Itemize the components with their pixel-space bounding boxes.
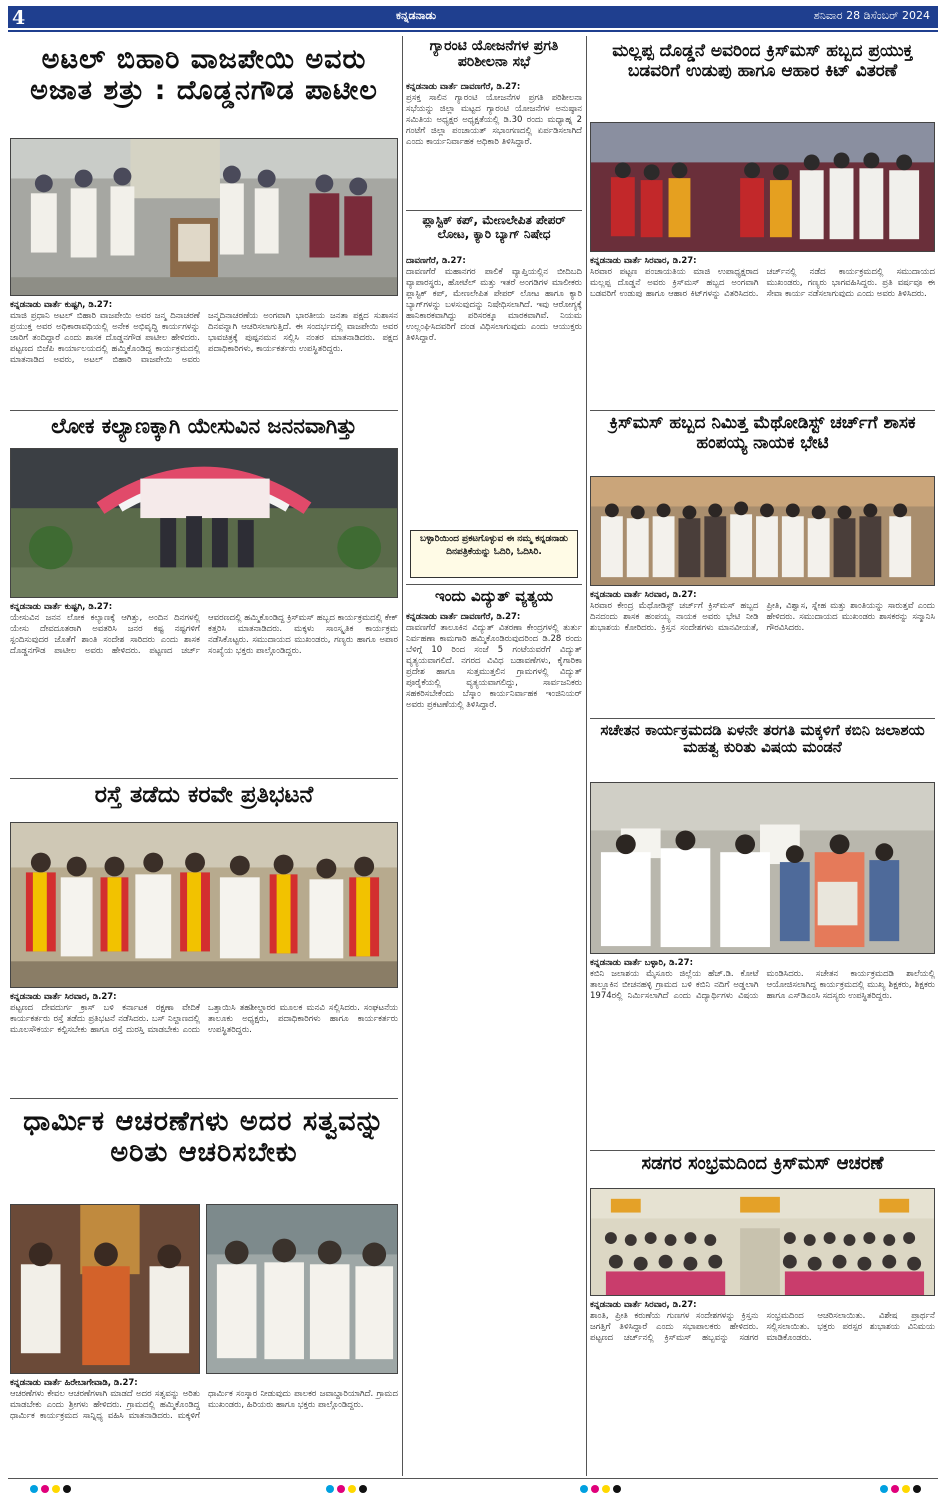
headline: ಮಲ್ಲಪ್ಪ ದೊಡ್ಡನೆ ಅವರಿಂದ ಕ್ರಿಸ್‌ಮಸ್ ಹಬ್ಬದ ಪ್ರಯುಕ್ತ ಬಡವರಿಗೆ ಉಡುಪು ಹಾಗೂ ಆಹಾರ ಕಿಟ್ ವಿತರಣೆ (612, 41, 913, 81)
story-dharmika (10, 1102, 398, 1374)
dateline: ದಾವಣಗೆರೆ, ಡಿ.27: (406, 256, 466, 266)
story-dharmika-text (10, 1378, 398, 1477)
story-power-cut (406, 588, 582, 1483)
headline: ಅಟಲ್ ಬಿಹಾರಿ ವಾಜಪೇಯಿ ಅವರು ಅಜಾತ ಶತ್ರು : ದೊಡ್ಡನಗೌಡ ಪಾಟೀಲ (30, 44, 378, 107)
yellow-dot (52, 1485, 60, 1493)
section-divider (406, 210, 582, 211)
yellow-dot (602, 1485, 610, 1493)
section-divider (590, 718, 935, 719)
headline: ಪ್ಲಾಸ್ಟಿಕ್ ಕಪ್, ಮೇಣಲೇಪಿತ ಪೇಪರ್ ಲೋಟ, ಕ್ಯಾರಿ ಬ್ಯಾಗ್ ನಿಷೇಧ (422, 214, 566, 241)
headline: ಕ್ರಿಸ್‌ಮಸ್ ಹಬ್ಬದ ನಿಮಿತ್ತ ಮೆಥೋಡಿಸ್ಟ್ ಚರ್ಚ್‌ಗೆ ಶಾಸಕ ಹಂಪಯ್ಯ ನಾಯಕ ಭೇಟಿ (609, 414, 916, 453)
headline: ರಸ್ತೆ ತಡೆದು ಕರವೇ ಪ್ರತಿಭಟನೆ (94, 782, 314, 808)
registration-marks (880, 1485, 921, 1493)
issue-date: ಶನಿವಾರ 28 ಡಿಸೆಂಬರ್ 2024 (813, 9, 930, 22)
yellow-dot (902, 1485, 910, 1493)
dateline: ಕನ್ನಡನಾಡು ವಾರ್ತೆ ದಾವಣಗೆರೆ, ಡಿ.27: (406, 612, 521, 622)
dateline: ಕನ್ನಡನಾಡು ವಾರ್ತೆ ಕುಷ್ಟಗಿ, ಡಿ.27: (10, 300, 113, 310)
dateline: ಕನ್ನಡನಾಡು ವಾರ್ತೆ ದಾವಣಗೆರೆ, ಡಿ.27: (406, 82, 521, 92)
dateline: ಕನ್ನಡನಾಡು ವಾರ್ತೆ ಬಳ್ಳಾರಿ, ಡಿ.27: (590, 958, 693, 968)
article-body: ದಾವಣಗೆರೆ ತಾಲೂಕಿನ ವಿದ್ಯುತ್ ವಿತರಣಾ ಕೇಂದ್ರಗಳಲ್ಲಿ ತುರ್ತು ನಿರ್ವಹಣಾ ಕಾಮಗಾರಿ ಹಮ್ಮಿಕೊಂಡಿರುವುದರಿಂದ ಡಿ.28 ರಂದು ಬೆಳಿಗ್ಗೆ 10 ರಿಂದ ಸಂಜೆ 5 ಗಂಟೆಯವರೆಗೆ ವಿದ್ಯುತ್ ವ್ಯತ್ಯಯವಾಗಲಿದೆ. ನಗರದ ವಿವಿಧ ಬಡಾವಣೆಗಳು, ಕೈಗಾರಿಕಾ ಪ್ರದೇಶ ಹಾಗೂ ಸುತ್ತಮುತ್ತಲಿನ ಗ್ರಾಮಗಳಲ್ಲಿ ವಿದ್ಯುತ್ ಪೂರೈಕೆಯಲ್ಲಿ ವ್ಯತ್ಯಯವಾಗಲಿದ್ದು, ಸಾರ್ವಜನಿಕರು ಸಹಕರಿಸಬೇಕೆಂದು ಬೆಸ್ಕಾಂ ಕಾರ್ಯನಿರ್ವಾಹಕ ಇಂಜಿನಿಯರ್ ಅವರು ಪ್ರಕಟಣೆಯಲ್ಲಿ ತಿಳಿಸಿದ್ದಾರೆ. (406, 623, 582, 710)
section-divider (590, 1150, 935, 1151)
magenta-dot (337, 1485, 345, 1493)
black-dot (913, 1485, 921, 1493)
black-dot (359, 1485, 367, 1493)
footer-rule (8, 1478, 938, 1479)
story-karave (10, 782, 398, 1069)
registration-marks (30, 1485, 71, 1493)
page-number: 4 (12, 7, 26, 29)
column-divider (586, 36, 587, 1476)
story-yesu (10, 414, 398, 763)
black-dot (63, 1485, 71, 1493)
headline: ಸಡಗರ ಸಂಭ್ರಮದಿಂದ ಕ್ರಿಸ್‌ಮಸ್ ಆಚರಣೆ (641, 1154, 884, 1174)
masthead-bar (8, 6, 938, 28)
story-atal (10, 38, 398, 393)
yellow-dot (348, 1485, 356, 1493)
section-divider (590, 410, 935, 411)
dateline: ಕನ್ನಡನಾಡು ವಾರ್ತೆ ಸಿರವಾರ, ಡಿ.27: (590, 590, 697, 600)
story-methodist (590, 414, 935, 703)
promo-box: ಬಳ್ಳಾರಿಯಿಂದ ಪ್ರಕಟಗೊಳ್ಳುವ ಈ ನಮ್ಮ ಕನ್ನಡನಾಡು ದಿನಪತ್ರಿಕೆಯನ್ನು ಓದಿರಿ, ಓದಿಸಿರಿ. (410, 530, 578, 578)
photo-students-kabini (590, 782, 935, 954)
column-divider (402, 36, 403, 1476)
headline: ಸಚೇತನ ಕಾರ್ಯಕ್ರಮದಡಿ ಏಳನೇ ತರಗತಿ ಮಕ್ಕಳಿಗೆ ಕಬಿನಿ ಜಲಾಶಯ ಮಹತ್ವ ಕುರಿತು ವಿಷಯ ಮಂಡನೆ (600, 722, 925, 757)
headline: ಧಾರ್ಮಿಕ ಆಚರಣೆಗಳು ಅದರ ಸತ್ವವನ್ನು ಅರಿತು ಆಚರಿಸಬೇಕು (23, 1106, 385, 1169)
article-body: ಶಾಂತಿ, ಪ್ರೀತಿ ಕರುಣೆಯ ಗುಣಗಳ ಸಂದೇಶಗಳನ್ನು ಕ್ರಿಸ್ತನು ಜಗತ್ತಿಗೆ ತಿಳಿಸಿದ್ದಾರೆ ಎಂದು ಸಭಾಪಾಲಕರು ಹೇಳಿದರು. ಪಟ್ಟಣದ ಚರ್ಚ್‌ನಲ್ಲಿ ಕ್ರಿಸ್‌ಮಸ್ ಹಬ್ಬವನ್ನು ಸಡಗರ ಸಂಭ್ರಮದಿಂದ ಆಚರಿಸಲಾಯಿತು. ವಿಶೇಷ ಪ್ರಾರ್ಥನೆ ಸಲ್ಲಿಸಲಾಯಿತು. ಭಕ್ತರು ಪರಸ್ಪರ ಶುಭಾಶಯ ವಿನಿಮಯ ಮಾಡಿಕೊಂಡರು. (590, 1311, 935, 1343)
photo-elders-group (206, 1204, 398, 1374)
headline: ಗ್ಯಾರಂಟಿ ಯೋಜನೆಗಳ ಪ್ರಗತಿ ಪರಿಶೀಲನಾ ಸಭೆ (429, 38, 559, 71)
magenta-dot (41, 1485, 49, 1493)
dateline: ಕನ್ನಡನಾಡು ವಾರ್ತೆ ಸಿರವಾರ, ಡಿ.27: (590, 256, 697, 266)
story-dress-kit (590, 38, 935, 377)
photo-mla-visit (590, 476, 935, 586)
photo-seer-ceremony (10, 1204, 200, 1374)
cyan-dot (880, 1485, 888, 1493)
cyan-dot (30, 1485, 38, 1493)
headline: ಲೋಕ ಕಲ್ಯಾಣಕ್ಕಾಗಿ ಯೇಸುವಿನ ಜನನವಾಗಿತ್ತು (51, 414, 357, 438)
masthead-rule (8, 30, 938, 32)
article-body: ಸಿರವಾರ ಪಟ್ಟಣ ಪಂಚಾಯತಿಯ ಮಾಜಿ ಉಪಾಧ್ಯಕ್ಷರಾದ ಮಲ್ಲಪ್ಪ ದೊಡ್ಡನೆ ಅವರು ಕ್ರಿಸ್‌ಮಸ್ ಹಬ್ಬದ ಅಂಗವಾಗಿ ಬಡವರಿಗೆ ಉಡುಪು ಹಾಗೂ ಆಹಾರ ಕಿಟ್‌ಗಳನ್ನು ವಿತರಿಸಿದರು. ಚರ್ಚ್‌ನಲ್ಲಿ ನಡೆದ ಕಾರ್ಯಕ್ರಮದಲ್ಲಿ ಸಮುದಾಯದ ಮುಖಂಡರು, ಗಣ್ಯರು ಭಾಗವಹಿಸಿದ್ದರು. ಪ್ರತಿ ವರ್ಷವೂ ಈ ಸೇವಾ ಕಾರ್ಯ ನಡೆಸಲಾಗುವುದು ಎಂದು ಅವರು ತಿಳಿಸಿದರು. (590, 267, 935, 299)
cyan-dot (580, 1485, 588, 1493)
article-body: ಆಚರಣೆಗಳು ಕೇವಲ ಆಚರಣೆಗಳಾಗಿ ಮಾಡದೆ ಅದರ ಸತ್ವವನ್ನು ಅರಿತು ಮಾಡಬೇಕು ಎಂದು ಶ್ರೀಗಳು ಹೇಳಿದರು. ಗ್ರಾಮದಲ್ಲಿ ಹಮ್ಮಿಕೊಂಡಿದ್ದ ಧಾರ್ಮಿಕ ಕಾರ್ಯಕ್ರಮದ ಸಾನ್ನಿಧ್ಯ ವಹಿಸಿ ಮಾತನಾಡಿದರು. ಮಕ್ಕಳಿಗೆ ಧಾರ್ಮಿಕ ಸಂಸ್ಕಾರ ನೀಡುವುದು ಪಾಲಕರ ಜವಾಬ್ದಾರಿಯಾಗಿದೆ. ಗ್ರಾಮದ ಮುಖಂಡರು, ಹಿರಿಯರು ಹಾಗೂ ಭಕ್ತರು ಪಾಲ್ಗೊಂಡಿದ್ದರು. (10, 1389, 398, 1421)
story-plastic-ban (406, 214, 582, 523)
section-divider (10, 778, 398, 779)
photo-atal-tribute (10, 138, 398, 296)
article-body: ಮಾಜಿ ಪ್ರಧಾನಿ ಅಟಲ್ ಬಿಹಾರಿ ವಾಜಪೇಯಿ ಅವರ ಜನ್ಮ ದಿನಾಚರಣೆ ಪ್ರಯುಕ್ತ ಅವರ ಅಧಿಕಾರಾವಧಿಯಲ್ಲಿ ಅನೇಕ ಅಭಿವೃದ್ಧಿ ಕಾರ್ಯಗಳನ್ನು ಜಾರಿಗೆ ತಂದಿದ್ದಾರೆ ಎಂದು ಶಾಸಕ ದೊಡ್ಡನಗೌಡ ಪಾಟೀಲ ಹೇಳಿದರು. ಪಟ್ಟಣದ ಬಿಜೆಪಿ ಕಾರ್ಯಾಲಯದಲ್ಲಿ ಹಮ್ಮಿಕೊಂಡಿದ್ದ ಕಾರ್ಯಕ್ರಮದಲ್ಲಿ ಮಾತನಾಡಿದ ಅವರು, ಅಟಲ್ ಬಿಹಾರಿ ವಾಜಪೇಯಿ ಅವರು ಜನ್ಮದಿನಾಚರಣೆಯ ಅಂಗವಾಗಿ ಭಾರತೀಯ ಜನತಾ ಪಕ್ಷದ ಸುಶಾಸನ ದಿನವನ್ನಾಗಿ ಆಚರಿಸಲಾಗುತ್ತಿದೆ. ಈ ಸಂದರ್ಭದಲ್ಲಿ ವಾಜಪೇಯಿ ಅವರ ಭಾವಚಿತ್ರಕ್ಕೆ ಪುಷ್ಪನಮನ ಸಲ್ಲಿಸಿ ನಂತರ ಮಾತನಾಡಿದರು. ಪಕ್ಷದ ಪದಾಧಿಕಾರಿಗಳು, ಕಾರ್ಯಕರ್ತರು ಉಪಸ್ಥಿತರಿದ್ದರು. (10, 311, 398, 365)
registration-marks (580, 1485, 621, 1493)
story-christmas-celebration (590, 1154, 935, 1461)
section-divider (10, 1098, 398, 1099)
article-body: ದಾವಣಗೆರೆ ಮಹಾನಗರ ಪಾಲಿಕೆ ವ್ಯಾಪ್ತಿಯಲ್ಲಿನ ಬೀದಿಬದಿ ವ್ಯಾಪಾರಸ್ಥರು, ಹೋಟೆಲ್ ಮತ್ತು ಇತರೆ ಅಂಗಡಿಗಳ ಮಾಲೀಕರು ಪ್ಲಾಸ್ಟಿಕ್ ಕಪ್, ಮೇಣಲೇಪಿತ ಪೇಪರ್ ಲೋಟ ಹಾಗೂ ಕ್ಯಾರಿ ಬ್ಯಾಗ್‌ಗಳನ್ನು ಬಳಸುವುದನ್ನು ನಿಷೇಧಿಸಲಾಗಿದೆ. ಇವು ಆರೋಗ್ಯಕ್ಕೆ ಹಾನಿಕಾರಕವಾಗಿದ್ದು ಪರಿಸರಕ್ಕೂ ಮಾರಕವಾಗಿವೆ. ನಿಯಮ ಉಲ್ಲಂಘಿಸಿದವರಿಗೆ ದಂಡ ವಿಧಿಸಲಾಗುವುದು ಎಂದು ಆಯುಕ್ತರು ತಿಳಿಸಿದ್ದಾರೆ. (406, 267, 582, 343)
photo-karave-protest (10, 822, 398, 988)
magenta-dot (891, 1485, 899, 1493)
section-divider (10, 410, 398, 411)
dateline: ಕನ್ನಡನಾಡು ವಾರ್ತೆ ಹಿರೇಬಾಗೇವಾಡಿ, ಡಿ.27: (10, 1378, 138, 1388)
story-guarantee (406, 38, 582, 203)
cyan-dot (326, 1485, 334, 1493)
article-body: ಯೇಸುವಿನ ಜನನ ಲೋಕ ಕಲ್ಯಾಣಕ್ಕೆ ಆಗಿತ್ತು, ಅಂದಿನ ದಿನಗಳಲ್ಲಿ ಯೇಸು ದೇವದೂತರಾಗಿ ಅವತರಿಸಿ ಜನರ ಕಷ್ಟ ನಷ್ಟಗಳಿಗೆ ಸ್ಪಂದಿಸುವುದರ ಜೊತೆಗೆ ಶಾಂತಿ ಸಂದೇಶ ಸಾರಿದರು ಎಂದು ಶಾಸಕ ದೊಡ್ಡನಗೌಡ ಪಾಟೀಲ ಅವರು ಹೇಳಿದರು. ಪಟ್ಟಣದ ಚರ್ಚ್ ಆವರಣದಲ್ಲಿ ಹಮ್ಮಿಕೊಂಡಿದ್ದ ಕ್ರಿಸ್‌ಮಸ್ ಹಬ್ಬದ ಕಾರ್ಯಕ್ರಮದಲ್ಲಿ ಕೇಕ್ ಕತ್ತರಿಸಿ ಮಾತನಾಡಿದರು. ಮಕ್ಕಳು ಸಾಂಸ್ಕೃತಿಕ ಕಾರ್ಯಕ್ರಮ ನಡೆಸಿಕೊಟ್ಟರು. ಸಮುದಾಯದ ಮುಖಂಡರು, ಗಣ್ಯರು ಹಾಗೂ ಅಪಾರ ಸಂಖ್ಯೆಯ ಭಕ್ತರು ಪಾಲ್ಗೊಂಡಿದ್ದರು. (10, 613, 398, 656)
headline: ಇಂದು ವಿದ್ಯುತ್ ವ್ಯತ್ಯಯ (434, 588, 554, 605)
dateline: ಕನ್ನಡನಾಡು ವಾರ್ತೆ ಸಿರವಾರ, ಡಿ.27: (10, 992, 117, 1002)
article-body: ಸಿರವಾರ ಕೇಂದ್ರ ಮೆಥೋಡಿಸ್ಟ್ ಚರ್ಚ್‌ಗೆ ಕ್ರಿಸ್‌ಮಸ್ ಹಬ್ಬದ ದಿನದಂದು ಶಾಸಕ ಹಂಪಯ್ಯ ನಾಯಕ ಅವರು ಭೇಟಿ ನೀಡಿ ಶುಭಾಶಯ ಕೋರಿದರು. ಕ್ರಿಸ್ತನ ಸಂದೇಶಗಳು ಮಾನವೀಯತೆ, ಪ್ರೀತಿ, ವಿಶ್ವಾಸ, ಸ್ನೇಹ ಮತ್ತು ಶಾಂತಿಯನ್ನು ಸಾರುತ್ತವೆ ಎಂದು ಹೇಳಿದರು. ಸಮುದಾಯದ ಮುಖಂಡರು ಶಾಸಕರನ್ನು ಸನ್ಮಾನಿಸಿ ಗೌರವಿಸಿದರು. (590, 601, 935, 633)
story-kabini (590, 722, 935, 1139)
article-body: ಪಟ್ಟಣದ ದೇವದುರ್ಗ ಕ್ರಾಸ್ ಬಳಿ ಕರ್ನಾಟಕ ರಕ್ಷಣಾ ವೇದಿಕೆ ಕಾರ್ಯಕರ್ತರು ರಸ್ತೆ ತಡೆದು ಪ್ರತಿಭಟನೆ ನಡೆಸಿದರು. ಬಸ್ ನಿಲ್ದಾಣದಲ್ಲಿ ಮೂಲಸೌಕರ್ಯ ಕಲ್ಪಿಸಬೇಕು ಹಾಗೂ ರಸ್ತೆ ದುರಸ್ತಿ ಮಾಡಬೇಕು ಎಂದು ಒತ್ತಾಯಿಸಿ ತಹಶೀಲ್ದಾರರ ಮೂಲಕ ಮನವಿ ಸಲ್ಲಿಸಿದರು. ಸಂಘಟನೆಯ ತಾಲೂಕು ಅಧ್ಯಕ್ಷರು, ಪದಾಧಿಕಾರಿಗಳು ಹಾಗೂ ಕಾರ್ಯಕರ್ತರು ಉಪಸ್ಥಿತರಿದ್ದರು. (10, 1003, 398, 1035)
photo-church-congregation (590, 1188, 935, 1296)
article-body: ಕಬಿನಿ ಜಲಾಶಯ ಮೈಸೂರು ಜಿಲ್ಲೆಯ ಹೆಚ್.ಡಿ. ಕೋಟೆ ತಾಲ್ಲೂಕಿನ ಬೀಚನಹಳ್ಳಿ ಗ್ರಾಮದ ಬಳಿ ಕಬಿನಿ ನದಿಗೆ ಅಡ್ಡಲಾಗಿ 1974ರಲ್ಲಿ ನಿರ್ಮಿಸಲಾಗಿದೆ ಎಂದು ವಿದ್ಯಾರ್ಥಿಗಳು ವಿಷಯ ಮಂಡಿಸಿದರು. ಸಚೇತನ ಕಾರ್ಯಕ್ರಮದಡಿ ಶಾಲೆಯಲ್ಲಿ ಆಯೋಜಿಸಲಾಗಿದ್ದ ಕಾರ್ಯಕ್ರಮದಲ್ಲಿ ಮುಖ್ಯ ಶಿಕ್ಷಕರು, ಶಿಕ್ಷಕರು ಹಾಗೂ ಎಸ್‌ಡಿಎಂಸಿ ಸದಸ್ಯರು ಉಪಸ್ಥಿತರಿದ್ದರು. (590, 969, 935, 1001)
newspaper-name: ಕನ್ನಡನಾಡು (396, 9, 437, 22)
dateline: ಕನ್ನಡನಾಡು ವಾರ್ತೆ ಸಿರವಾರ, ಡಿ.27: (590, 1300, 697, 1310)
black-dot (613, 1485, 621, 1493)
photo-christmas-stage (10, 448, 398, 598)
photo-kit-distribution (590, 122, 935, 252)
section-divider (406, 584, 582, 585)
registration-marks (326, 1485, 367, 1493)
magenta-dot (591, 1485, 599, 1493)
dateline: ಕನ್ನಡನಾಡು ವಾರ್ತೆ ಕುಷ್ಟಗಿ, ಡಿ.27: (10, 602, 113, 612)
article-body: ಪ್ರಸಕ್ತ ಸಾಲಿನ ಗ್ಯಾರಂಟಿ ಯೋಜನೆಗಳ ಪ್ರಗತಿ ಪರಿಶೀಲನಾ ಸಭೆಯನ್ನು ಜಿಲ್ಲಾ ಮಟ್ಟದ ಗ್ಯಾರಂಟಿ ಯೋಜನೆಗಳ ಅನುಷ್ಠಾನ ಸಮಿತಿಯ ಅಧ್ಯಕ್ಷರ ಅಧ್ಯಕ್ಷತೆಯಲ್ಲಿ ಡಿ.30 ರಂದು ಮಧ್ಯಾಹ್ನ 2 ಗಂಟೆಗೆ ಜಿಲ್ಲಾ ಪಂಚಾಯತ್ ಸಭಾಂಗಣದಲ್ಲಿ ಏರ್ಪಡಿಸಲಾಗಿದೆ ಎಂದು ಕಾರ್ಯನಿರ್ವಾಹಕ ಅಧಿಕಾರಿ ತಿಳಿಸಿದ್ದಾರೆ. (406, 93, 582, 147)
